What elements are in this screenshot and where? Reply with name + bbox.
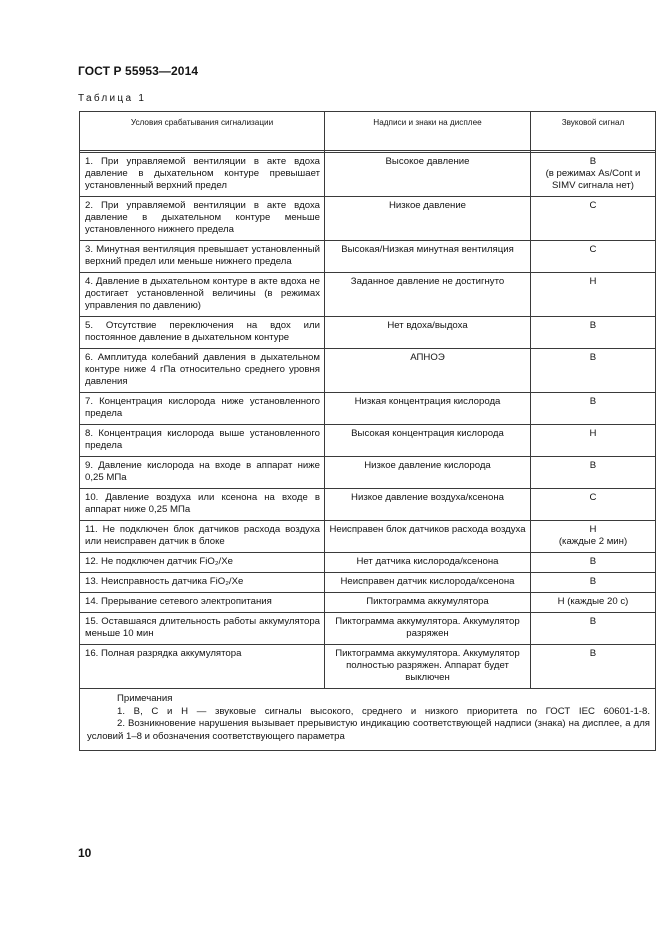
display-text-cell: Высокая концентрация кислорода [325,425,531,457]
sound-signal-cell [531,521,656,553]
table-row [80,489,656,521]
condition-cell: 12. Не подключен датчик FiO₂/Xe [80,553,325,573]
sound-signal-value: В [589,352,597,363]
condition-cell: 15. Оставшаяся длительность работы аккумулятора меньше 10 мин [80,613,325,645]
sound-signal-value: С [589,492,597,503]
condition-cell: 13. Неисправность датчика FiO₂/Xe [80,573,325,593]
sound-signal-value: Н [589,524,597,535]
sound-signal-value: В [589,156,597,167]
sound-signal-cell [531,153,656,197]
display-text-cell: АПНОЭ [325,349,531,393]
sound-signal-value: В [589,460,597,471]
sound-signal-cell [531,573,656,593]
condition-cell: 8. Концентрация кислорода выше установленного предела [80,425,325,457]
column-header-display: Надписи и знаки на дисплее [325,112,531,151]
notes-title: Примечания [117,693,173,704]
sound-signal-value: В [589,556,597,567]
sound-signal-cell [531,241,656,273]
table-row [80,645,656,689]
display-text-cell: Пиктограмма аккумулятора. Аккумулятор разряжен [325,613,531,645]
sound-signal-value: В [589,648,597,659]
sound-signal-value: В [589,320,597,331]
sound-signal-cell [531,553,656,573]
column-header-conditions: Условия срабатывания сигнализации [80,112,325,151]
sound-signal-value: В [589,616,597,627]
display-text-cell: Низкая концентрация кислорода [325,393,531,425]
sound-signal-cell [531,425,656,457]
document-header: ГОСТ Р 55953—2014 [78,64,199,78]
sound-signal-value: (каждые 2 мин) [558,536,628,547]
table-row [80,349,656,393]
note-item: 1. В, С и Н — звуковые сигналы высокого, среднего и низкого приоритета по ГОСТ IEC 60601-1-8. [117,705,650,717]
display-text-cell: Высокое давление [325,153,531,197]
display-text-cell: Низкое давление [325,197,531,241]
table-row [80,241,656,273]
display-text-cell: Пиктограмма аккумулятора. Аккумулятор полностью разряжен. Аппарат будет выключен [325,645,531,689]
sound-signal-cell [531,317,656,349]
table-row [80,553,656,573]
sound-signal-cell [531,393,656,425]
table-row [80,613,656,645]
condition-cell: 6. Амплитуда колебаний давления в дыхательном контуре ниже 4 гПа относительно среднего уровня давления [80,349,325,393]
page-number: 10 [78,846,92,860]
table-header-row [80,112,656,151]
sound-signal-value: В [589,576,597,587]
sound-signal-cell [531,197,656,241]
sound-signal-cell [531,273,656,317]
table-row [80,457,656,489]
sound-signal-value: Н [589,428,597,439]
table-body [80,153,656,689]
table-row [80,425,656,457]
sound-signal-value: В [589,396,597,407]
display-text-cell: Низкое давление воздуха/ксенона [325,489,531,521]
table-row [80,593,656,613]
condition-cell: 11. Не подключен блок датчиков расхода воздуха или неисправен датчик в блоке [80,521,325,553]
sound-signal-cell [531,593,656,613]
condition-cell: 4. Давление в дыхательном контуре в акте вдоха не достигает установленной величины (в режимах управления по давлению) [80,273,325,317]
display-text-cell: Неисправен блок датчиков расхода воздуха [325,521,531,553]
table-row [80,521,656,553]
notes-cell [80,689,656,751]
table-row [80,273,656,317]
alarm-table [79,111,656,751]
sound-signal-cell [531,645,656,689]
display-text-cell: Пиктограмма аккумулятора [325,593,531,613]
condition-cell: 16. Полная разрядка аккумулятора [80,645,325,689]
sound-signal-value: С [589,244,597,255]
condition-cell: 1. При управляемой вентиляции в акте вдоха давление в дыхательном контуре превышает установленный верхний предел [80,153,325,197]
sound-signal-cell [531,613,656,645]
sound-signal-value: Н (каждые 20 с) [557,596,629,607]
display-text-cell: Неисправен датчик кислорода/ксенона [325,573,531,593]
sound-signal-value: Н [589,276,597,287]
column-header-sound: Звуковой сигнал [531,112,656,151]
table-caption: Таблица 1 [78,93,147,104]
condition-cell: 5. Отсутствие переключения на вдох или постоянное давление в дыхательном контуре [80,317,325,349]
table-row [80,197,656,241]
note-item: 2. Возникновение нарушения вызывает прерывистую индикацию соответствующей надписи (знака) на дисплее, а для условий 1–8 и обозначения соответствующего параметра [87,718,650,742]
condition-cell: 7. Концентрация кислорода ниже установленного предела [80,393,325,425]
sound-signal-value: С [589,200,597,211]
table-row [80,573,656,593]
condition-cell: 9. Давление кислорода на входе в аппарат ниже 0,25 МПа [80,457,325,489]
sound-signal-cell [531,489,656,521]
table-row [80,317,656,349]
sound-signal-cell [531,349,656,393]
display-text-cell: Нет датчика кислорода/ксенона [325,553,531,573]
sound-signal-value: (в режимах As/Cont и SIMV сигнала нет) [545,168,641,191]
display-text-cell: Высокая/Низкая минутная вентиляция [325,241,531,273]
display-text-cell: Низкое давление кислорода [325,457,531,489]
condition-cell: 3. Минутная вентиляция превышает установленный верхний предел или меньше нижнего предела [80,241,325,273]
notes-row [80,689,656,751]
condition-cell: 14. Прерывание сетевого электропитания [80,593,325,613]
table-row [80,153,656,197]
condition-cell: 2. При управляемой вентиляции в акте вдоха давление в дыхательном контуре меньше установленного нижнего предела [80,197,325,241]
condition-cell: 10. Давление воздуха или ксенона на входе в аппарат ниже 0,25 МПа [80,489,325,521]
table-row [80,393,656,425]
display-text-cell: Заданное давление не достигнуто [325,273,531,317]
display-text-cell: Нет вдоха/выдоха [325,317,531,349]
sound-signal-cell [531,457,656,489]
